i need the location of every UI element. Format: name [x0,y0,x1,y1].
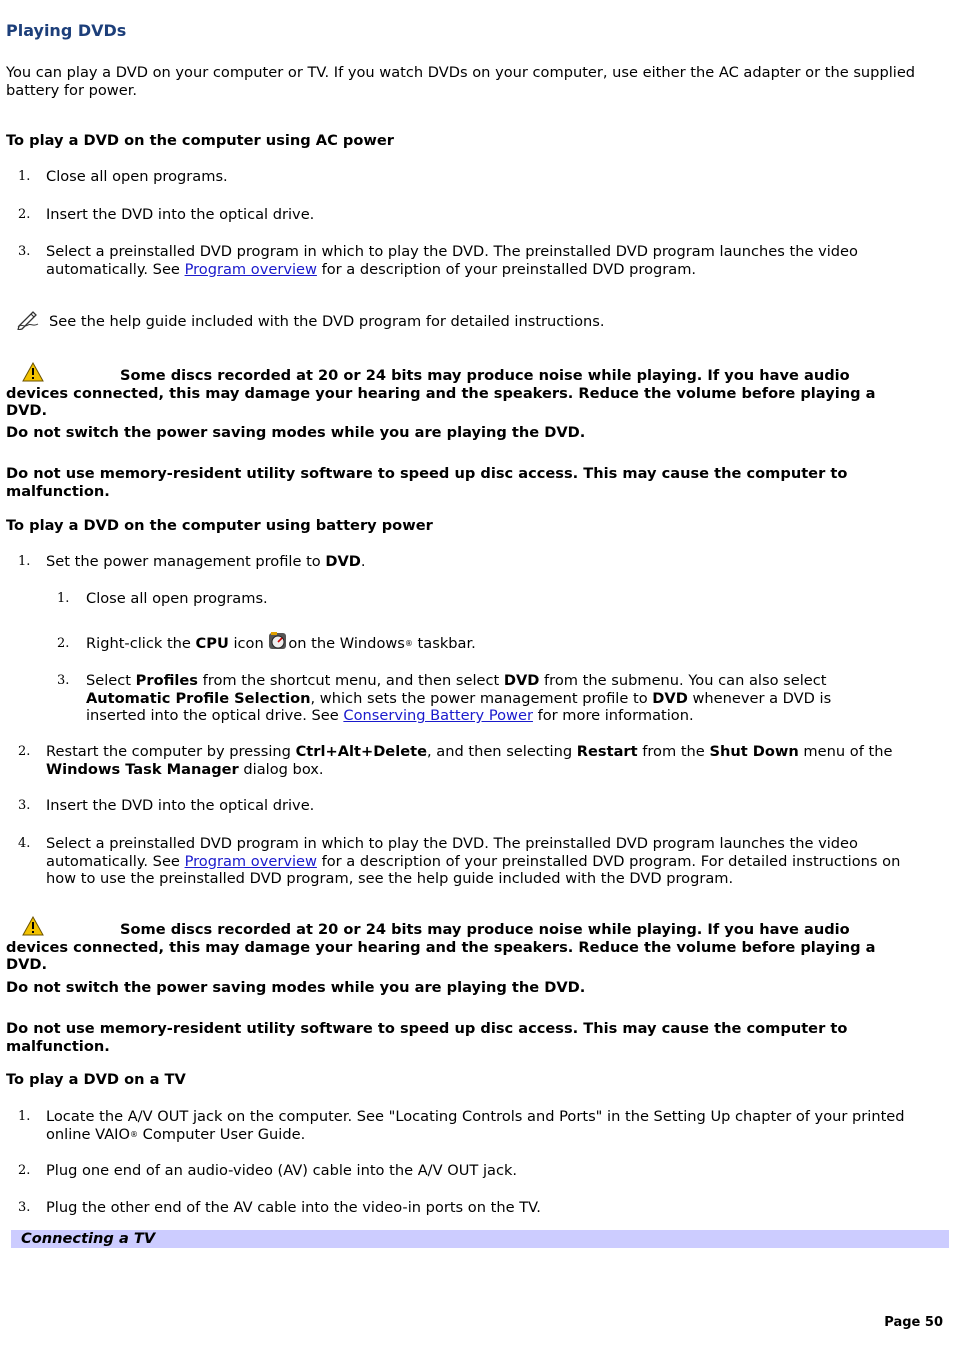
ac-step-2-number: 2. [18,207,31,222]
ac-step-2: Insert the DVD into the optical drive. [46,206,315,223]
tv-step-2-number: 2. [18,1163,31,1178]
tv-step-3-number: 3. [18,1200,31,1215]
cpu-meter-icon [268,631,288,651]
ac-heading: To play a DVD on the computer using AC power [6,132,394,149]
tv-step-3: Plug the other end of the AV cable into the video-in ports on the TV. [46,1199,541,1216]
battery-step-2: Restart the computer by pressing Ctrl+Alt+Delete, and then selecting Restart from the Shut Down menu of the Windows Task Manager dialog box. [46,743,893,778]
battery-step-2-number: 2. [18,744,31,759]
battery-substep-3: Select Profiles from the shortcut menu, and then select DVD from the submenu. You can also select Automatic Profile Selection, which sets the power management profile to DVD whenever a DVD is inserted into the optical drive. See Conserving Battery Power for more information. [86,672,832,724]
conserving-battery-power-link[interactable]: Conserving Battery Power [343,707,533,724]
ac-warning-power-modes: Do not switch the power saving modes while you are playing the DVD. [6,424,586,441]
battery-step-3-number: 3. [18,798,31,813]
ac-warning-memory-software: Do not use memory-resident utility software to speed up disc access. This may cause the computer to malfunction. [6,465,848,500]
ac-step-3-number: 3. [18,244,31,259]
page-number: Page 50 [884,1315,943,1330]
section-bar-title: Connecting a TV [21,1230,156,1247]
ac-step-1: Close all open programs. [46,168,228,185]
tv-step-2: Plug one end of an audio-video (AV) cable into the A/V OUT jack. [46,1162,518,1179]
program-overview-link[interactable]: Program overview [184,260,317,278]
battery-warning-noise: Some discs recorded at 20 or 24 bits may produce noise while playing. If you have audio devices connected, this may damage your hearing and the speakers. Reduce the volume before playing a DVD. [6,921,876,973]
battery-substep-1-number: 1. [57,591,70,606]
battery-warning-power-modes: Do not switch the power saving modes while you are playing the DVD. [6,979,586,996]
ac-step-1-number: 1. [18,169,31,184]
battery-substep-2: Right-click the CPU icon on the Windows® taskbar. [86,635,926,653]
battery-step-3: Insert the DVD into the optical drive. [46,797,315,814]
tv-step-1-number: 1. [18,1109,31,1124]
page-title: Playing DVDs [6,21,127,40]
ac-step-3: Select a preinstalled DVD program in which to play the DVD. The preinstalled DVD program launches the video automatically. See Program overview for a description of your preinstalled DVD program. [46,243,858,278]
battery-step-4-number: 4. [18,836,31,851]
ac-warning-noise: Some discs recorded at 20 or 24 bits may produce noise while playing. If you have audio devices connected, this may damage your hearing and the speakers. Reduce the volume before playing a DVD. [6,367,876,419]
pencil-note-icon [16,308,40,330]
ac-note-text: See the help guide included with the DVD program for detailed instructions. [49,313,605,330]
section-bar [11,1230,949,1248]
program-overview-link-2[interactable]: Program overview [184,852,317,870]
battery-substep-1: Close all open programs. [86,590,268,607]
battery-heading: To play a DVD on the computer using battery power [6,517,433,534]
battery-warning-memory-software: Do not use memory-resident utility software to speed up disc access. This may cause the computer to malfunction. [6,1020,848,1055]
battery-step-4: Select a preinstalled DVD program in which to play the DVD. The preinstalled DVD program launches the video automatically. See Program overview for a description of your preinstalled DVD program. For detailed instructions on how to use the preinstalled DVD program, see the help guide included with the DVD program. [46,835,901,887]
tv-heading: To play a DVD on a TV [6,1071,186,1088]
battery-substep-2-number: 2. [57,636,70,651]
tv-step-1: Locate the A/V OUT jack on the computer. See "Locating Controls and Ports" in the Setting Up chapter of your printed online VAIO® Computer User Guide. [46,1108,905,1143]
intro-paragraph: You can play a DVD on your computer or TV. If you watch DVDs on your computer, use either the AC adapter or the supplied battery for power. [6,64,916,99]
battery-step-1-number: 1. [18,554,31,569]
battery-substep-3-number: 3. [57,673,70,688]
battery-step-1: Set the power management profile to DVD. [46,553,366,570]
